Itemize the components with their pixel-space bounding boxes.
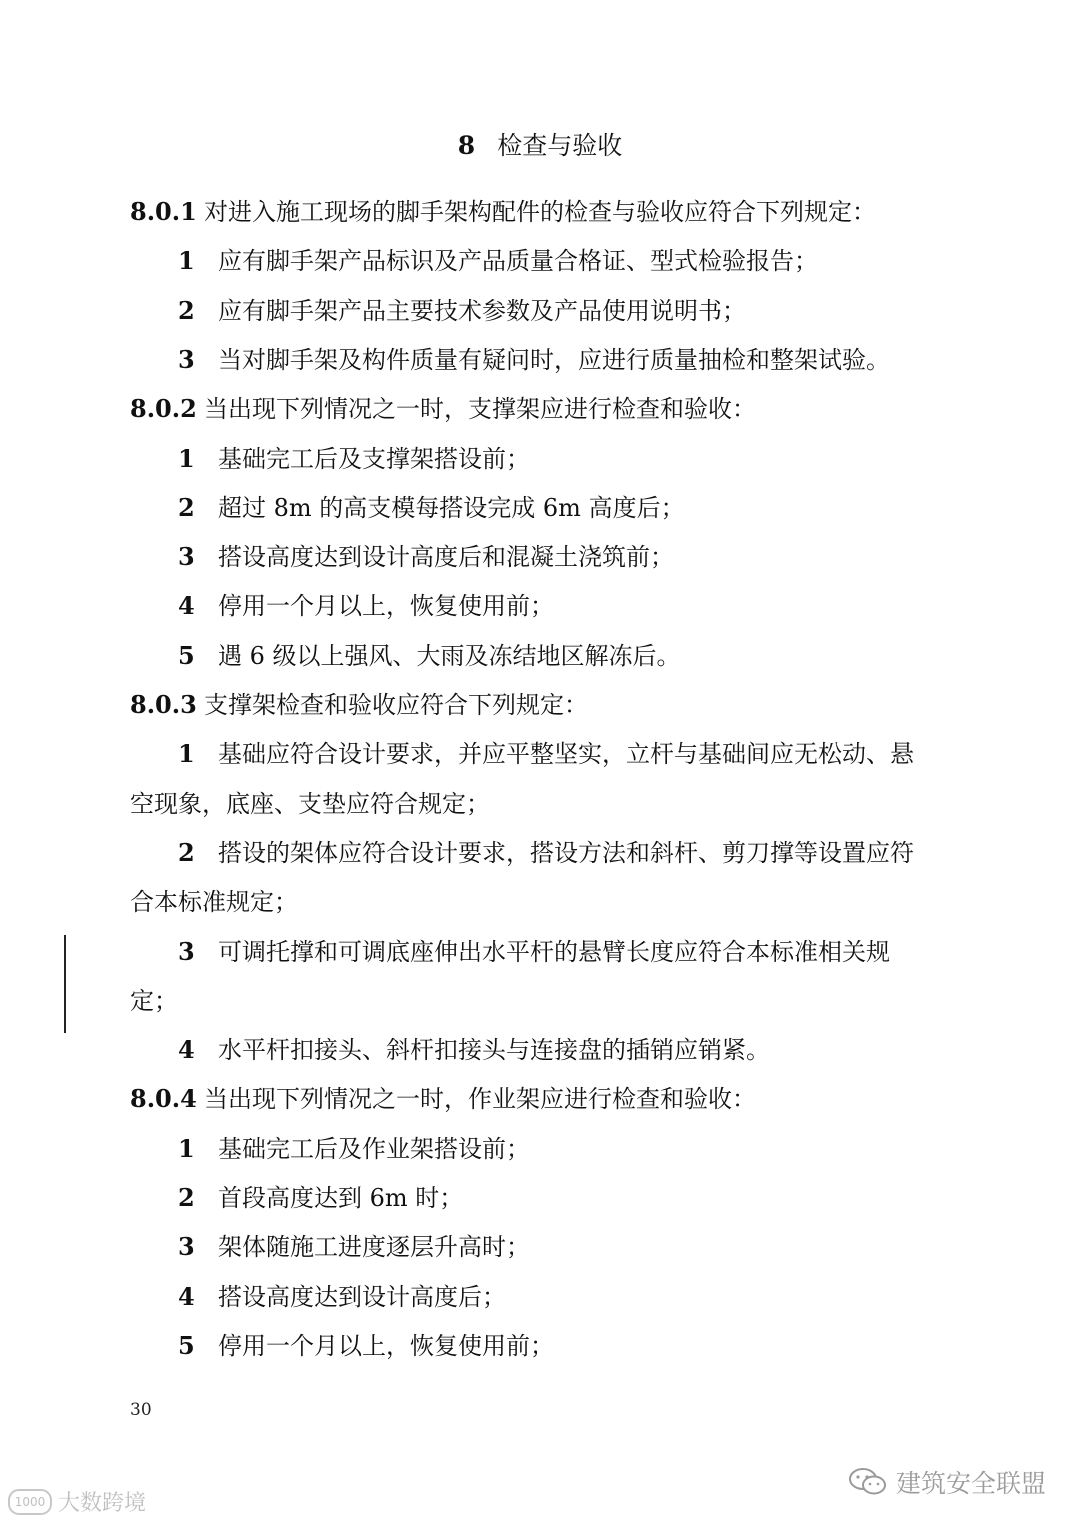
section-number: 8.0.2 xyxy=(130,394,197,423)
line-text: 支撑架检查和验收应符合下列规定： xyxy=(204,691,588,719)
line-text: 空现象，底座、支垫应符合规定； xyxy=(130,790,490,818)
line-text: 基础应符合设计要求，并应平整坚实，立杆与基础间应无松动、悬 xyxy=(218,740,914,768)
item-number: 4 xyxy=(178,1035,195,1064)
item-number: 5 xyxy=(178,1331,195,1360)
line-text: 搭设的架体应符合设计要求，搭设方法和斜杆、剪刀撑等设置应符 xyxy=(218,839,914,867)
item-number: 1 xyxy=(178,444,195,473)
wechat-icon xyxy=(848,1466,888,1498)
section-number: 8.0.1 xyxy=(130,197,197,226)
list-item xyxy=(178,1180,1008,1216)
list-item xyxy=(178,243,1008,279)
watermark-right-text: 建筑安全联盟 xyxy=(895,1469,1046,1498)
list-item xyxy=(178,1032,1008,1068)
list-item xyxy=(178,588,1008,624)
list-item xyxy=(178,835,1008,871)
list-item-continuation xyxy=(130,884,960,920)
list-item xyxy=(178,638,1008,674)
line-text: 架体随施工进度逐层升高时； xyxy=(218,1233,530,1261)
line-text: 可调托撑和可调底座伸出水平杆的悬臂长度应符合本标准相关规 xyxy=(218,938,890,966)
line-text: 对进入施工现场的脚手架构配件的检查与验收应符合下列规定： xyxy=(204,198,876,226)
chapter-number: 8 xyxy=(457,131,476,160)
list-item xyxy=(178,490,1008,526)
line-text: 停用一个月以上，恢复使用前； xyxy=(218,592,554,620)
line-text: 当出现下列情况之一时，作业架应进行检查和验收： xyxy=(204,1085,756,1113)
section-heading xyxy=(130,391,960,427)
line-text: 基础完工后及支撑架搭设前； xyxy=(218,445,530,473)
line-text: 水平杆扣接头、斜杆扣接头与连接盘的插销应销紧。 xyxy=(218,1036,770,1064)
list-item xyxy=(178,441,1008,477)
item-number: 1 xyxy=(178,739,195,768)
list-item xyxy=(178,934,1008,970)
line-text: 搭设高度达到设计高度后； xyxy=(218,1283,506,1311)
item-number: 1 xyxy=(178,1134,195,1163)
line-text: 定； xyxy=(130,987,178,1015)
line-text: 合本标准规定； xyxy=(130,888,298,916)
page-number: 30 xyxy=(130,1400,152,1420)
list-item xyxy=(178,1229,1008,1265)
line-text: 遇 6 级以上强风、大雨及冻结地区解冻后。 xyxy=(218,642,681,670)
list-item-continuation xyxy=(130,786,960,822)
line-text: 搭设高度达到设计高度后和混凝土浇筑前； xyxy=(218,543,674,571)
line-text: 当对脚手架及构件质量有疑问时，应进行质量抽检和整架试验。 xyxy=(218,346,890,374)
item-number: 3 xyxy=(178,345,195,374)
list-item xyxy=(178,736,1008,772)
section-number: 8.0.3 xyxy=(130,690,197,719)
line-text: 应有脚手架产品主要技术参数及产品使用说明书； xyxy=(218,297,746,325)
item-number: 2 xyxy=(178,296,195,325)
list-item xyxy=(178,539,1008,575)
list-item xyxy=(178,1131,1008,1167)
list-item xyxy=(178,1328,1008,1364)
line-text: 应有脚手架产品标识及产品质量合格证、型式检验报告； xyxy=(218,247,818,275)
item-number: 1 xyxy=(178,246,195,275)
item-number: 2 xyxy=(178,493,195,522)
section-heading xyxy=(130,1081,960,1117)
list-item-continuation xyxy=(130,983,960,1019)
section-heading xyxy=(130,194,960,230)
line-text: 停用一个月以上，恢复使用前； xyxy=(218,1332,554,1360)
item-number: 2 xyxy=(178,1183,195,1212)
chapter-title xyxy=(0,126,1080,166)
chapter-title-text: 检查与验收 xyxy=(497,131,623,160)
item-number: 4 xyxy=(178,591,195,620)
list-item xyxy=(178,293,1008,329)
revision-change-bar xyxy=(64,935,66,1033)
line-text: 首段高度达到 6m 时； xyxy=(218,1184,464,1212)
item-number: 3 xyxy=(178,937,195,966)
list-item xyxy=(178,342,1008,378)
watermark-right xyxy=(848,1464,1046,1500)
line-text: 当出现下列情况之一时，支撑架应进行检查和验收： xyxy=(204,395,756,423)
item-number: 4 xyxy=(178,1282,195,1311)
section-heading xyxy=(130,687,960,723)
item-number: 5 xyxy=(178,641,195,670)
item-number: 2 xyxy=(178,838,195,867)
section-number: 8.0.4 xyxy=(130,1084,197,1113)
line-text: 超过 8m 的高支模每搭设完成 6m 高度后； xyxy=(218,494,685,522)
item-number: 3 xyxy=(178,542,195,571)
list-item xyxy=(178,1279,1008,1315)
item-number: 3 xyxy=(178,1232,195,1261)
watermark-logo: 1000 xyxy=(8,1489,52,1515)
watermark-left-text: 大数跨境 xyxy=(58,1491,147,1516)
watermark-left xyxy=(8,1486,146,1517)
line-text: 基础完工后及作业架搭设前； xyxy=(218,1135,530,1163)
